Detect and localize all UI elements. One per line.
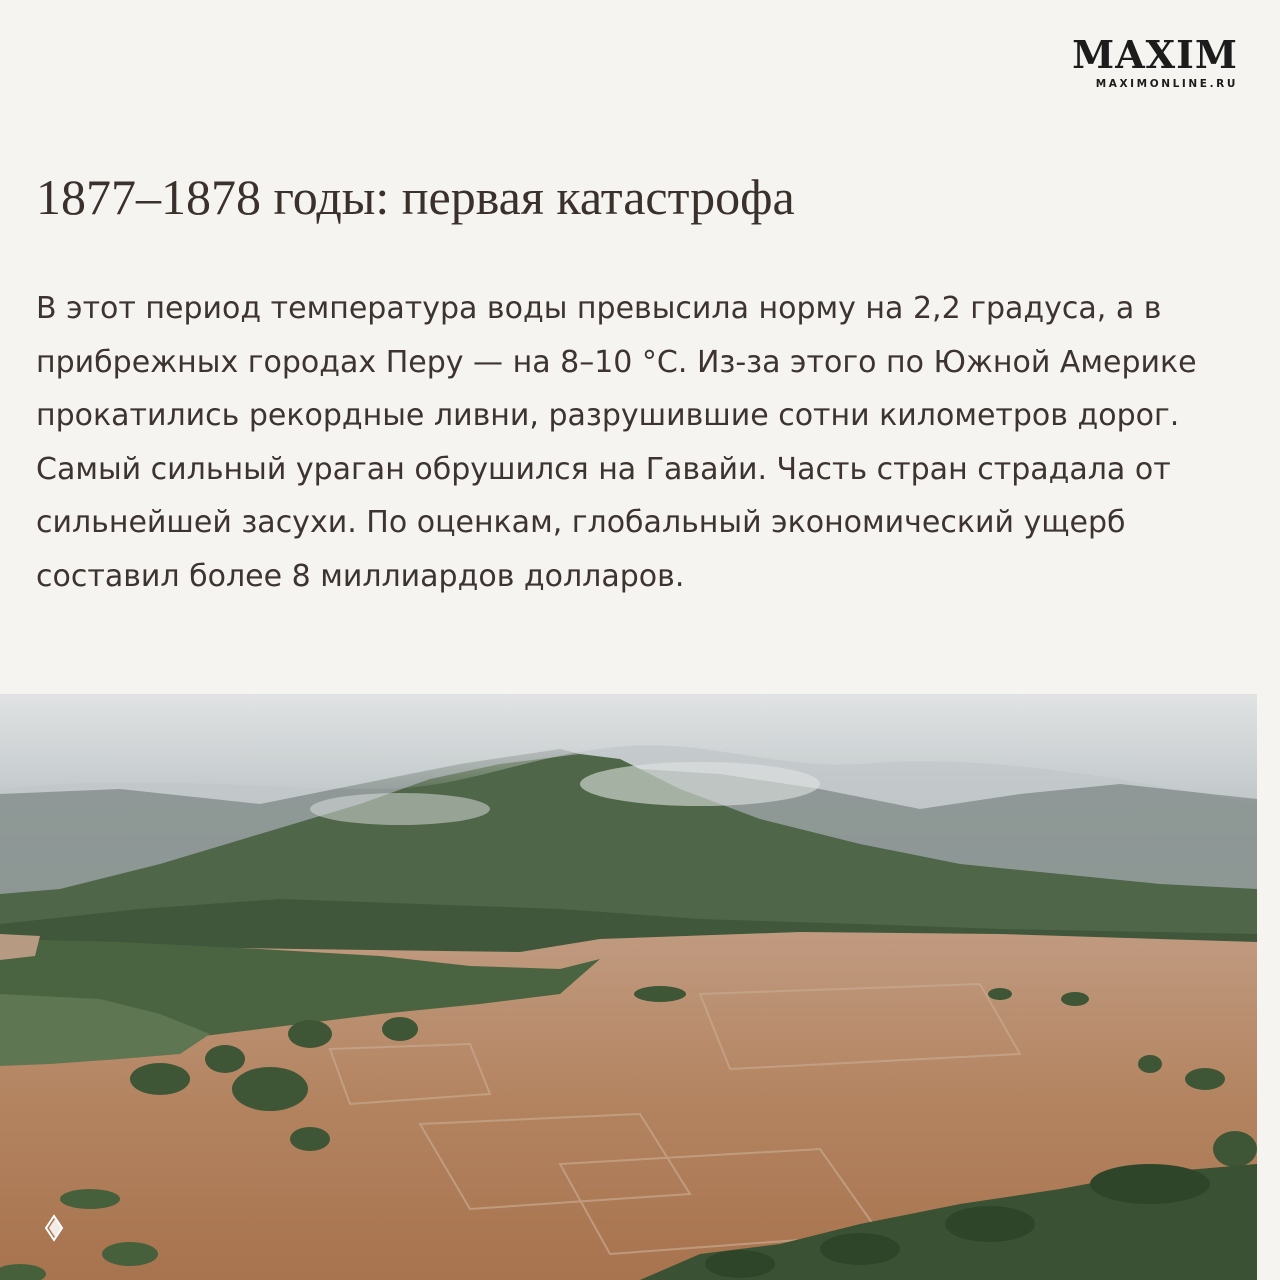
brand-logo: MAXIM bbox=[1072, 32, 1238, 77]
brand-site: MAXIMONLINE.RU bbox=[1095, 78, 1238, 90]
article-title: 1877–1878 годы: первая катастрофа bbox=[36, 169, 795, 225]
flood-landscape-illustration bbox=[0, 694, 1257, 1280]
diamond-stack-icon bbox=[36, 1210, 72, 1246]
article-paragraph: В этот период температура воды превысила норму на 2,2 градуса, а в прибрежных городах Перу — на 8–10 °С. Из-за этого по Южной Америке прокатились рекордные ливни, разрушившие сотни километров дорог. Самый сильный ураган обрушился на Гавайи. Часть стран страдала от сильнейшей засухи. По оценкам, глобальный экономический ущерб составил более 8 миллиардов долларов. bbox=[36, 291, 1197, 594]
flood-photo bbox=[0, 694, 1257, 1280]
brand-block bbox=[1072, 32, 1238, 90]
